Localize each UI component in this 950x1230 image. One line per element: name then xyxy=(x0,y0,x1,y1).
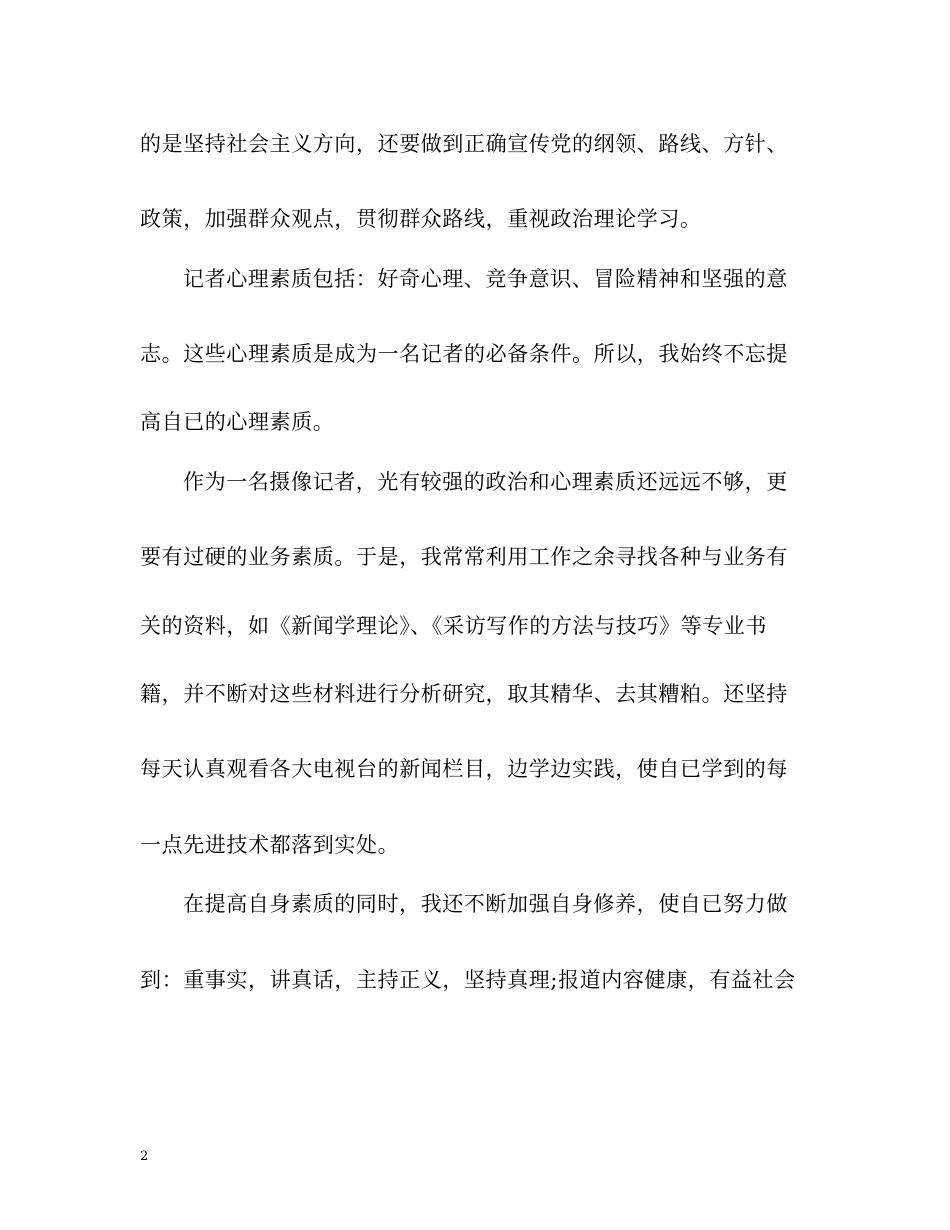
text-line: 要有过硬的业务素质。于是，我常常利用工作之余寻找各种与业务有 xyxy=(140,545,788,569)
text-line: 志。这些心理素质是成为一名记者的必备条件。所以，我始终不忘提 xyxy=(140,342,788,366)
text-line: 作为一名摄像记者，光有较强的政治和心理素质还远远不够，更 xyxy=(183,470,788,494)
text-line: 每天认真观看各大电视台的新闻栏目，边学边实践，使自已学到的每 xyxy=(140,757,788,781)
text-line: 记者心理素质包括：好奇心理、竞争意识、冒险精神和坚强的意 xyxy=(183,267,788,291)
text-line: 政策，加强群众观点，贯彻群众路线，重视政治理论学习。 xyxy=(140,207,702,231)
text-line: 高自已的心理素质。 xyxy=(140,410,335,434)
text-line: 一点先进技术都落到实处。 xyxy=(140,833,400,857)
text-line: 关的资料，如《新闻学理论》、《采访写作的方法与技巧》等专业书 xyxy=(140,614,767,638)
text-line: 到：重事实，讲真话，主持正义，坚持真理;报道内容健康，有益社会 xyxy=(140,968,796,992)
text-line: 的是坚持社会主义方向，还要做到正确宣传党的纲领、路线、方针、 xyxy=(140,132,788,156)
text-line: 在提高自身素质的同时，我还不断加强自身修养，使自已努力做 xyxy=(183,892,788,916)
text-line: 籍，并不断对这些材料进行分析研究，取其精华、去其糟粕。还坚持 xyxy=(140,682,788,706)
page-number: 2 xyxy=(140,1149,149,1164)
